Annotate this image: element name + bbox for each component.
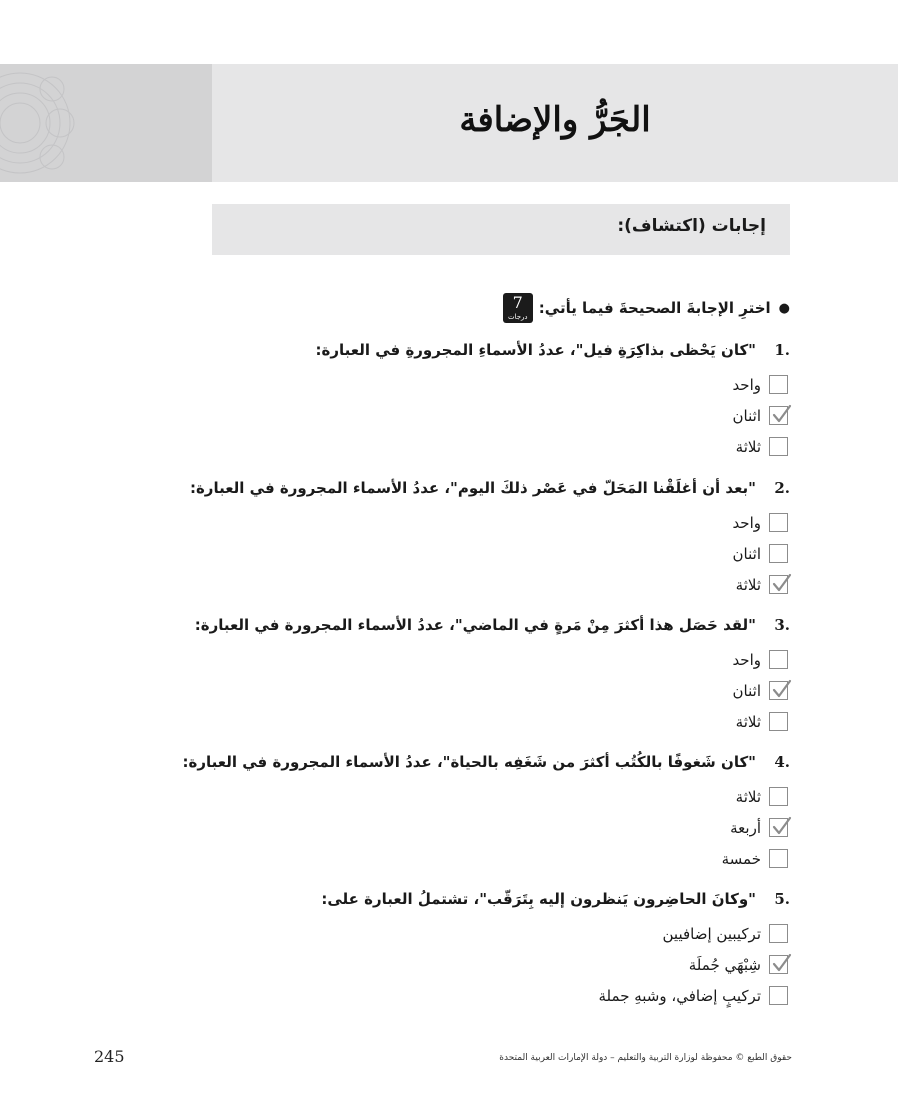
copyright-note: حقوق الطبع © محفوظة لوزارة التربية والتعليم – دولة الإمارات العربية المتحدة — [499, 1053, 792, 1063]
checked-checkbox[interactable] — [769, 818, 788, 837]
ornament-pattern-icon — [0, 64, 212, 182]
question-header — [170, 478, 790, 498]
question-number: .3 — [774, 616, 790, 634]
answer-options — [170, 918, 788, 1011]
question-header — [170, 615, 790, 635]
page-number: 245 — [94, 1047, 125, 1066]
answer-option[interactable] — [170, 843, 788, 874]
checked-checkbox[interactable] — [769, 406, 788, 425]
checkbox[interactable] — [769, 375, 788, 394]
checkbox[interactable] — [769, 650, 788, 669]
checkmark-icon — [771, 403, 793, 425]
option-label: ثلاثة — [735, 787, 761, 806]
option-label: ثلاثة — [735, 575, 761, 594]
checkmark-icon — [771, 815, 793, 837]
answer-option[interactable] — [170, 369, 788, 400]
question-text: "كان يَحْظى بذاكِرَةِ فيل"، عددُ الأسماءِ المجرورةِ في العبارة: — [315, 341, 756, 359]
checkbox[interactable] — [769, 544, 788, 563]
question-3 — [170, 615, 790, 737]
checkmark-icon — [771, 572, 793, 594]
answer-option[interactable] — [170, 569, 788, 600]
answer-option[interactable] — [170, 400, 788, 431]
option-label: واحد — [732, 375, 761, 394]
answer-option[interactable] — [170, 949, 788, 980]
option-label: واحد — [732, 650, 761, 669]
option-label: اثنان — [732, 544, 761, 563]
question-number: .5 — [774, 890, 790, 908]
question-5 — [170, 889, 790, 1011]
instruction-text: اخترِ الإجابةَ الصحيحةَ فيما يأتي: — [538, 299, 771, 317]
question-header — [170, 340, 790, 360]
answer-option[interactable] — [170, 706, 788, 737]
checkmark-icon — [771, 678, 793, 700]
option-label: تركيبٍ إضافي، وشبهِ جملة — [598, 986, 761, 1005]
option-label: اثنان — [732, 681, 761, 700]
question-4 — [170, 752, 790, 874]
question-text: "وكانَ الحاضِرون يَنظرون إليه بِتَرَقّب"، تشتملُ العبارة على: — [321, 890, 756, 908]
option-label: ثلاثة — [735, 712, 761, 731]
checkbox[interactable] — [769, 437, 788, 456]
checkmark-icon — [771, 952, 793, 974]
option-label: واحد — [732, 513, 761, 532]
question-number: .2 — [774, 479, 790, 497]
option-label: تركيبين إضافيين — [662, 924, 761, 943]
answer-options — [170, 507, 788, 600]
answer-options — [170, 369, 788, 462]
question-text: "كان شَغوفًا بالكُتُب أكثرَ من شَغَفِه بالحياة"، عددُ الأسماء المجرورة في العبارة: — [182, 753, 756, 771]
answer-option[interactable] — [170, 431, 788, 462]
checked-checkbox[interactable] — [769, 955, 788, 974]
option-label: اثنان — [732, 406, 761, 425]
question-2 — [170, 478, 790, 600]
answer-option[interactable] — [170, 918, 788, 949]
question-header — [170, 889, 790, 909]
answer-option[interactable] — [170, 507, 788, 538]
question-number: .4 — [774, 753, 790, 771]
checkbox[interactable] — [769, 513, 788, 532]
answer-option[interactable] — [170, 781, 788, 812]
section-title: إجابات (اكتشاف): — [617, 216, 766, 236]
grade-number: 7 — [512, 293, 523, 312]
question-number: .1 — [774, 341, 790, 359]
checkbox[interactable] — [769, 712, 788, 731]
header-band — [0, 64, 898, 182]
grade-unit: درجات — [507, 313, 528, 321]
answer-option[interactable] — [170, 538, 788, 569]
answer-options — [170, 781, 788, 874]
checked-checkbox[interactable] — [769, 575, 788, 594]
bullet-icon: ● — [778, 300, 790, 316]
answer-option[interactable] — [170, 812, 788, 843]
grade-badge — [503, 293, 533, 323]
checked-checkbox[interactable] — [769, 681, 788, 700]
answer-option[interactable] — [170, 675, 788, 706]
question-text: "لقد حَصَل هذا أكثرَ مِنْ مَرةٍ في الماضي"، عددُ الأسماء المجرورة في العبارة: — [194, 616, 756, 634]
option-label: ثلاثة — [735, 437, 761, 456]
answer-options — [170, 644, 788, 737]
checkbox[interactable] — [769, 787, 788, 806]
question-header — [170, 752, 790, 772]
checkbox[interactable] — [769, 986, 788, 1005]
section-header — [212, 204, 790, 255]
instruction — [503, 293, 790, 323]
option-label: شِبْهَي جُملَة — [688, 955, 761, 974]
question-text: "بعد أن أغلَقْنا المَحَلّ في عَصْر ذلكَ اليوم"، عددُ الأسماء المجرورة في العبارة: — [189, 479, 756, 497]
option-label: خمسة — [721, 849, 761, 868]
checkbox[interactable] — [769, 849, 788, 868]
checkbox[interactable] — [769, 924, 788, 943]
header-ornament — [0, 64, 212, 182]
option-label: أربعة — [730, 818, 761, 837]
question-1 — [170, 340, 790, 462]
page-title: الجَرُّ والإضافة — [459, 100, 651, 140]
answer-option[interactable] — [170, 980, 788, 1011]
answer-option[interactable] — [170, 644, 788, 675]
